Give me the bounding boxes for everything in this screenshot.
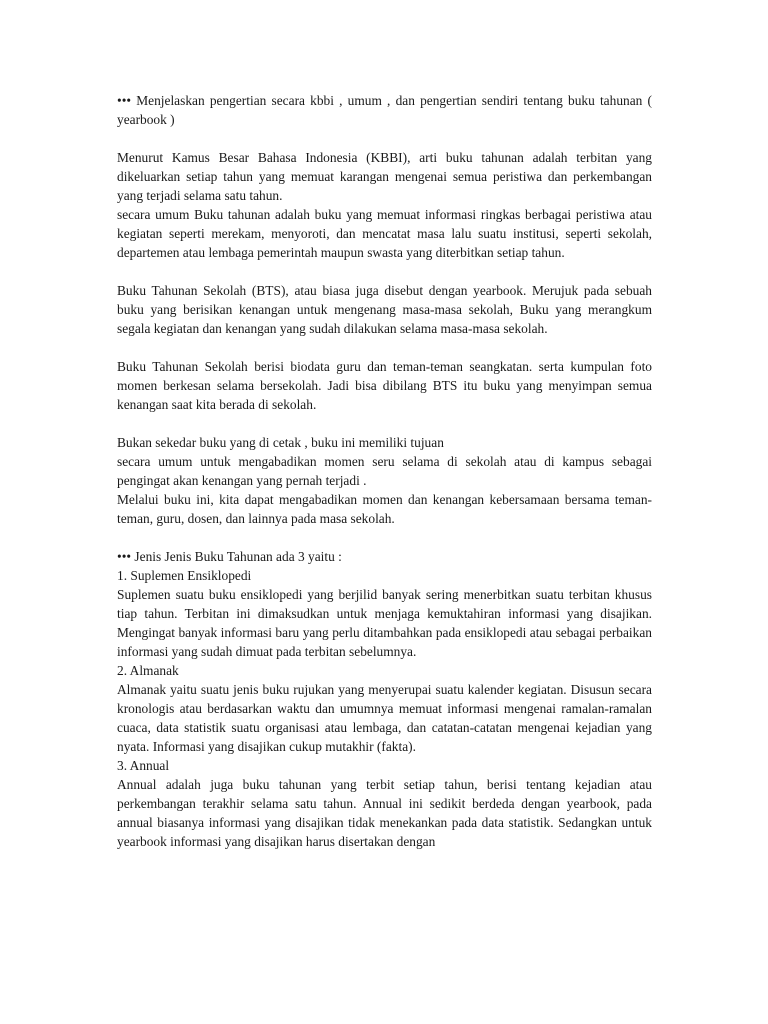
section-heading-types: ••• Jenis Jenis Buku Tahunan ada 3 yaitu : [117,549,342,564]
document-page [117,91,652,851]
spacer [117,528,652,547]
paragraph-purpose-line1: Bukan sekedar buku yang di cetak , buku ini memiliki tujuan [117,435,444,450]
paragraph-purpose-line3: Melalui buku ini, kita dapat mengabadikan momen dan kenangan kebersamaan bersama teman-teman, guru, dosen, dan lainnya pada masa sekolah. [117,492,652,526]
paragraph-purpose-line2: secara umum untuk mengabadikan momen seru selama di sekolah atau di kampus sebagai pengingat akan kenangan yang pernah terjadi . [117,454,652,488]
item-title-almanac: 2. Almanak [117,663,179,678]
item-text-almanac: Almanak yaitu suatu jenis buku rujukan yang menyerupai suatu kalender kegiatan. Disusun secara kronologis atau berdasarkan waktu dan umumnya memuat informasi mengenai ramalan-ramalan cuaca, data statistik suatu organisasi atau lembaga, dan catatan-catatan mengenai kejadian yang nyata. Informasi yang disajikan cukup mutakhir (fakta). [117,682,652,754]
paragraph-bts-intro: Buku Tahunan Sekolah (BTS), atau biasa juga disebut dengan yearbook. Merujuk pada sebuah buku yang berisikan kenangan untuk mengenang masa-masa sekolah, Buku yang merangkum segala kegiatan dan kenangan yang sudah dilakukan selama masa-masa sekolah. [117,283,652,336]
spacer [117,414,652,433]
item-title-annual: 3. Annual [117,758,170,773]
item-title-encyclopedia: 1. Suplemen Ensiklopedi [117,568,252,583]
item-text-annual: Annual adalah juga buku tahunan yang terbit setiap tahun, berisi tentang kejadian atau perkembangan terakhir selama satu tahun. Annual ini sedikit berdeda dengan yearbook, pada annual biasanya informasi yang disajikan tidak menekankan pada data statistik. Sedangkan untuk yearbook informasi yang disajikan harus disertakan dengan [117,777,652,849]
paragraph-bts-content: Buku Tahunan Sekolah berisi biodata guru dan teman-teman seangkatan. serta kumpulan foto momen berkesan selama bersekolah. Jadi bisa dibilang BTS itu buku yang menyimpan semua kenangan saat kita berada di sekolah. [117,359,652,412]
paragraph-general: secara umum Buku tahunan adalah buku yang memuat informasi ringkas berbagai peristiwa atau kegiatan seperti merekam, menyoroti, dan mencatat masa lalu suatu institusi, seperti sekolah, departemen atau lembaga pemerintah maupun swasta yang diterbitkan setiap tahun. [117,207,652,260]
item-text-encyclopedia: Suplemen suatu buku ensiklopedi yang berjilid banyak sering menerbitkan suatu terbitan khusus tiap tahun. Terbitan ini dimaksudkan untuk menjaga kemuktahiran informasi yang disajikan. Mengingat banyak informasi baru yang perlu ditambahkan pada ensiklopedi atau sebagai perbaikan informasi yang sudah dimuat pada terbitan sebelumnya. [117,587,652,659]
section-heading-definition: ••• Menjelaskan pengertian secara kbbi , umum , dan pengertian sendiri tentang buku tahunan ( yearbook ) [117,93,652,127]
spacer [117,262,652,281]
spacer [117,338,652,357]
spacer [117,129,652,148]
paragraph-kbbi: Menurut Kamus Besar Bahasa Indonesia (KBBI), arti buku tahunan adalah terbitan yang dikeluarkan setiap tahun yang memuat karangan mengenai semua peristiwa dan perkembangan yang terjadi selama satu tahun. [117,150,652,203]
